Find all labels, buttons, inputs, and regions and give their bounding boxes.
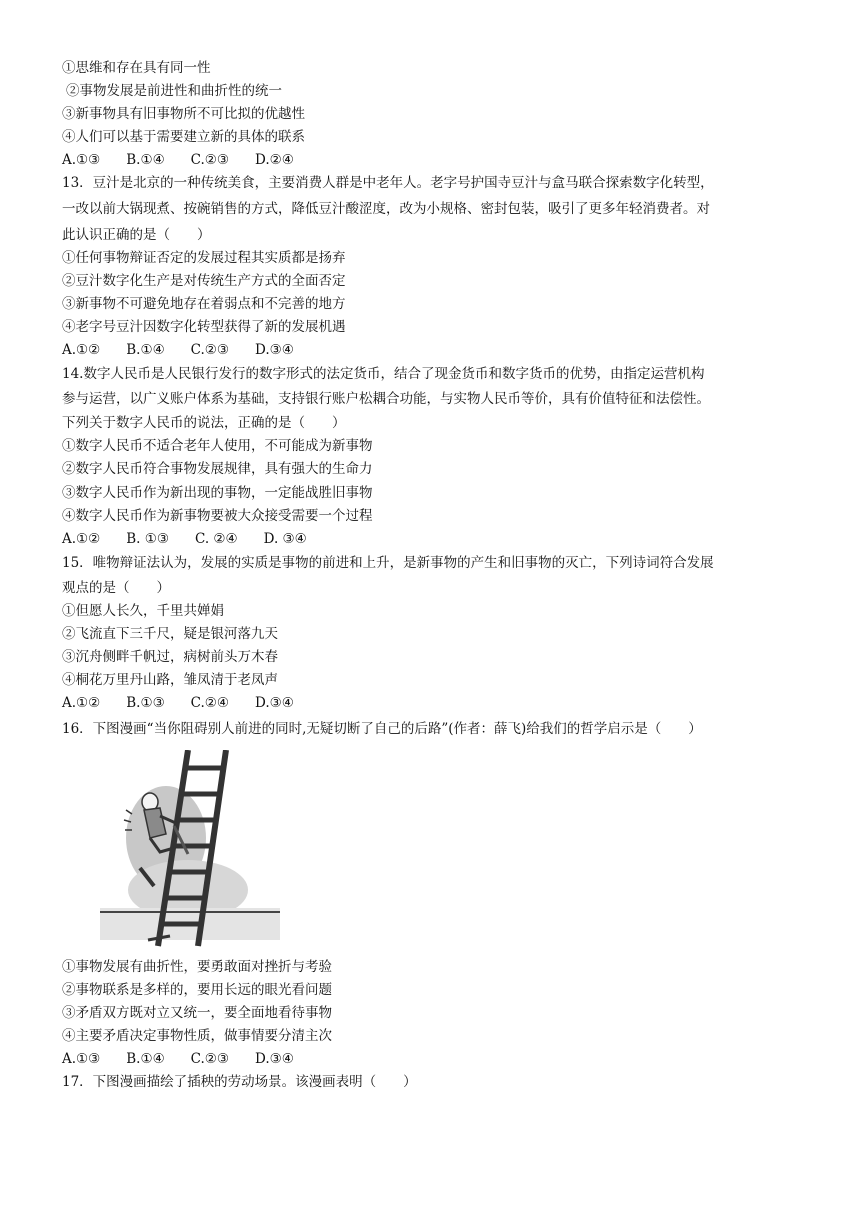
q13-option-1: ①任何事物辩证否定的发展过程其实质都是扬弃 [62,250,346,266]
q13-choice-c: C.②③ [190,342,230,358]
q12-option-1: ①思维和存在具有同一性 [62,60,211,76]
q15-choice-b: B.①③ [126,695,165,711]
q13-choice-d: D.③④ [255,342,294,358]
q15-choice-a: A.①② [62,695,101,711]
q14-choice-a: A.①② [62,531,101,547]
q16-choice-c: C.②③ [190,1051,230,1067]
q14-choices [62,528,802,550]
q14-choice-c: C. ②④ [194,531,238,547]
q13-stem-line-2: 一改以前大锅现煮、按碗销售的方式，降低豆汁酸涩度，改为小规格、密封包装，吸引了更多年轻消费者。对 [62,201,710,217]
q12-choice-c: C.②③ [190,152,230,168]
q15-choice-d: D.③④ [255,695,294,711]
q16-choices [62,1048,802,1070]
q16-option-4: ④主要矛盾决定事物性质，做事情要分清主次 [62,1028,332,1044]
q14-option-4: ④数字人民币作为新事物要被大众接受需要一个过程 [62,508,373,524]
q15-stem-line-2: 观点的是（ ） [62,580,170,596]
q14-stem-line-1: 14.数字人民币是人民银行发行的数字形式的法定货币，结合了现金货币和数字货币的优势，由指定运营机构 [62,366,705,382]
q16-option-2: ②事物联系是多样的，要用长远的眼光看问题 [62,982,332,998]
q14-option-1: ①数字人民币不适合老年人使用，不可能成为新事物 [62,438,373,454]
q13-option-2: ②豆汁数字化生产是对传统生产方式的全面否定 [62,273,346,289]
q17-stem-line-1: 17．下图漫画描绘了插秧的劳动场景。该漫画表明（ ） [62,1074,417,1090]
q12-choice-a: A.①③ [62,152,101,168]
q15-choice-c: C.②④ [190,695,230,711]
q15-option-3: ③沉舟侧畔千帆过，病树前头万木春 [62,649,278,665]
q16-choice-b: B.①④ [126,1051,165,1067]
q16-option-3: ③矛盾双方既对立又统一，要全面地看待事物 [62,1005,332,1021]
q13-option-3: ③新事物不可避免地存在着弱点和不完善的地方 [62,296,346,312]
q12-option-4: ④人们可以基于需要建立新的具体的联系 [62,129,305,145]
q15-option-2: ②飞流直下三千尺，疑是银河落九天 [62,626,278,642]
q15-option-4: ④桐花万里丹山路，雏凤清于老凤声 [62,672,278,688]
q12-choice-d: D.②④ [255,152,294,168]
q15-choices [62,692,802,714]
q12-option-3: ③新事物具有旧事物所不可比拟的优越性 [62,106,305,122]
q13-choices [62,339,802,361]
q12-choices [62,149,802,171]
q16-choice-a: A.①③ [62,1051,101,1067]
q13-choice-a: A.①② [62,342,101,358]
q16-option-1: ①事物发展有曲折性，要勇敢面对挫折与考验 [62,959,332,975]
q13-stem-line-3: 此认识正确的是（ ） [62,227,211,243]
q16-stem-line-1: 16．下图漫画“当你阻碍别人前进的同时,无疑切断了自己的后路”(作者：薛飞)给我们的哲学启示是（ ） [62,721,702,737]
q14-choice-d: D. ③④ [263,531,307,547]
q16-choice-d: D.③④ [255,1051,294,1067]
q12-option-2: ②事物发展是前进性和曲折性的统一 [66,83,282,99]
q12-choice-b: B.①④ [126,152,165,168]
q14-choice-b: B. ①③ [126,531,169,547]
q14-option-3: ③数字人民币作为新出现的事物，一定能战胜旧事物 [62,485,373,501]
q14-option-2: ②数字人民币符合事物发展规律，具有强大的生命力 [62,461,373,477]
q15-stem-line-1: 15．唯物辩证法认为，发展的实质是事物的前进和上升，是新事物的产生和旧事物的灭亡，下列诗词符合发展 [62,555,714,571]
q14-stem-line-3: 下列关于数字人民币的说法，正确的是（ ） [62,415,346,431]
q13-choice-b: B.①④ [126,342,165,358]
q13-option-4: ④老字号豆汁因数字化转型获得了新的发展机遇 [62,319,346,335]
q15-option-1: ①但愿人长久，千里共婵娟 [62,603,224,619]
q13-stem-line-1: 13．豆汁是北京的一种传统美食，主要消费人群是中老年人。老字号护国寺豆汁与盒马联合探索数字化转型， [62,175,714,191]
q14-stem-line-2: 参与运营，以广义账户体系为基础，支持银行账户松耦合功能，与实物人民币等价，具有价值特征和法偿性。 [62,391,710,407]
ladder-cartoon-image [100,750,280,950]
